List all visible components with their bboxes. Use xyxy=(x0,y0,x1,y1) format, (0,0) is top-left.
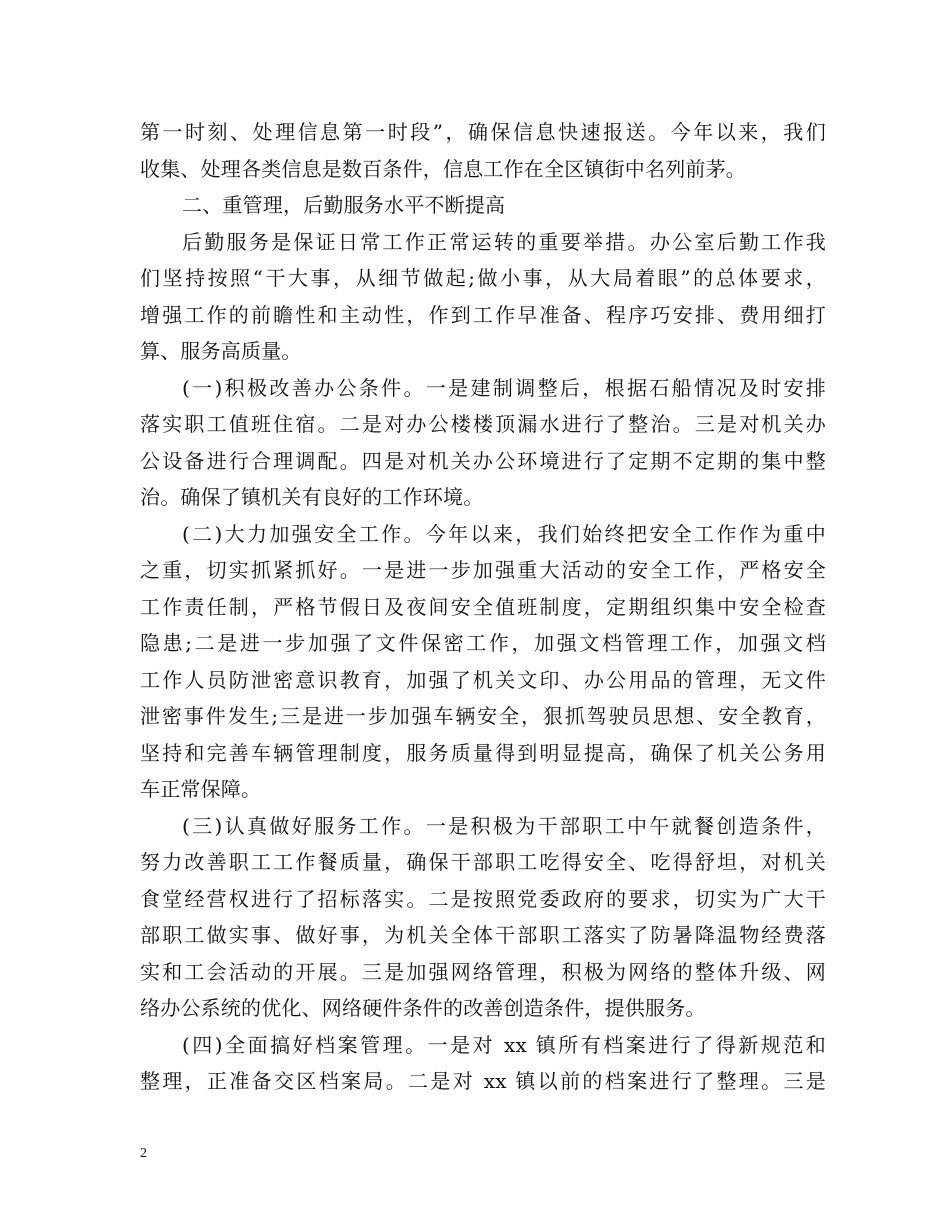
text-line: 泄密事件发生;三是进一步加强车辆安全，狠抓驾驶员思想、安全教育， xyxy=(140,704,826,728)
text-line: 工作责任制，严格节假日及夜间安全值班制度，定期组织集中安全检查 xyxy=(140,594,826,619)
text-line: 落实职工值班住宿。二是对办公楼楼顶漏水进行了整治。三是对机关办 xyxy=(140,412,826,436)
text-line: 车正常保障。 xyxy=(140,777,262,801)
text-line: (一)积极改善办公条件。一是建制调整后，根据石船情况及时安排 xyxy=(182,375,826,400)
text-line: 治。确保了镇机关有良好的工作环境。 xyxy=(140,485,484,509)
text-line: 们坚持按照“干大事，从细节做起;做小事，从大局着眼”的总体要求， xyxy=(140,266,826,290)
text-line: 部职工做实事、做好事，为机关全体干部职工落实了防暑降温物经费落 xyxy=(140,923,826,947)
text-line: 实和工会活动的开展。三是加强网络管理，积极为网络的整体升级、网 xyxy=(140,959,826,984)
text-line: 隐患;二是进一步加强了文件保密工作，加强文档管理工作，加强文档 xyxy=(140,631,826,655)
text-line: 之重，切实抓紧抓好。一是进一步加强重大活动的安全工作，严格安全 xyxy=(140,558,826,582)
text-line: (四)全面搞好档案管理。一是对 xx 镇所有档案进行了得新规范和 xyxy=(182,1032,826,1057)
text-line: (二)大力加强安全工作。今年以来，我们始终把安全工作作为重中 xyxy=(182,521,826,546)
text-line: 收集、处理各类信息是数百条件，信息工作在全区镇街中名列前茅。 xyxy=(140,156,746,181)
text-line: 工作人员防泄密意识教育，加强了机关文印、办公用品的管理，无文件 xyxy=(140,667,826,692)
text-line: 后勤服务是保证日常工作正常运转的重要举措。办公室后勤工作我 xyxy=(182,229,826,254)
page-number: 2 xyxy=(140,1146,147,1161)
text-line: 整理，正准备交区档案局。二是对 xx 镇以前的档案进行了整理。三是 xyxy=(140,1069,826,1093)
text-line: 二、重管理，后勤服务水平不断提高 xyxy=(182,193,506,217)
text-line: 增强工作的前瞻性和主动性，作到工作早准备、程序巧安排、费用细打 xyxy=(140,302,826,327)
text-line: 第一时刻、处理信息第一时段”，确保信息快速报送。今年以来，我们 xyxy=(140,120,826,144)
body-text xyxy=(140,114,826,1100)
text-line: (三)认真做好服务工作。一是积极为干部职工中午就餐创造条件， xyxy=(182,813,826,838)
text-line: 食堂经营权进行了招标落实。二是按照党委政府的要求，切实为广大干 xyxy=(140,886,826,911)
text-line: 算、服务高质量。 xyxy=(140,339,302,363)
text-line: 坚持和完善车辆管理制度，服务质量得到明显提高，确保了机关公务用 xyxy=(140,740,826,765)
text-line: 努力改善职工工作餐质量，确保干部职工吃得安全、吃得舒坦，对机关 xyxy=(140,850,826,874)
text-line: 公设备进行合理调配。四是对机关办公环境进行了定期不定期的集中整 xyxy=(140,448,826,473)
text-line: 络办公系统的优化、网络硬件条件的改善创造条件，提供服务。 xyxy=(140,996,706,1020)
